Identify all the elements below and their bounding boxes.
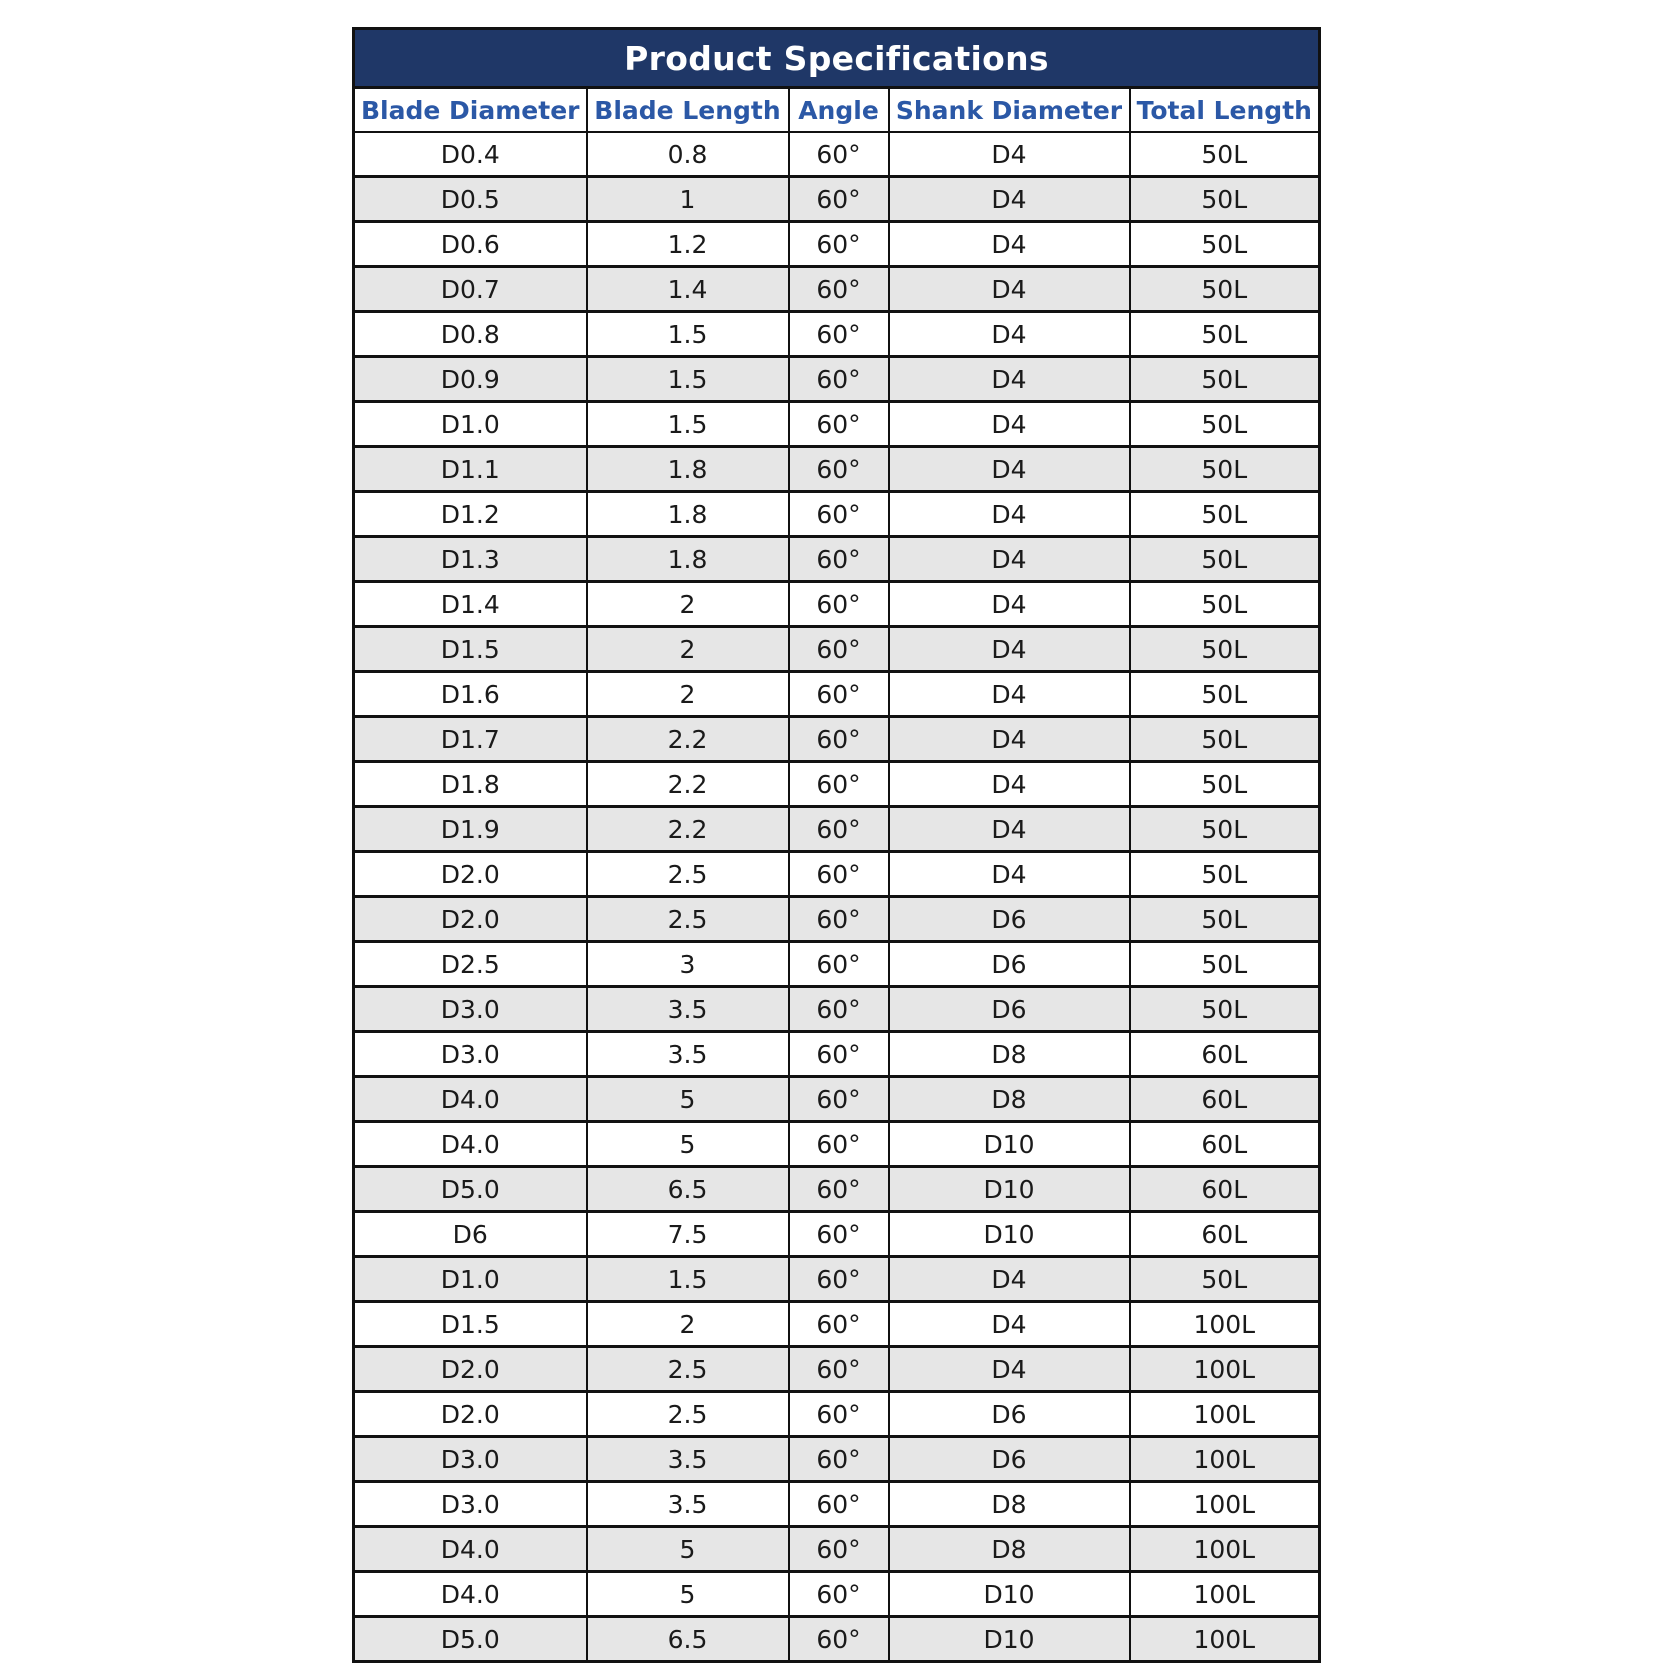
shank-diameter-cell: D4 <box>889 132 1130 177</box>
header-blade-length: Blade Length <box>587 88 789 133</box>
blade-diameter-cell: D2.0 <box>354 852 587 897</box>
blade-diameter-cell: D4.0 <box>354 1572 587 1617</box>
blade-diameter-cell: D1.8 <box>354 762 587 807</box>
spec-table-container <box>352 27 1318 1663</box>
total-length-cell: 60L <box>1130 1212 1320 1257</box>
blade-diameter-cell: D3.0 <box>354 1482 587 1527</box>
shank-diameter-cell: D6 <box>889 987 1130 1032</box>
total-length-cell: 50L <box>1130 537 1320 582</box>
blade-length-cell: 1.5 <box>587 357 789 402</box>
table-row <box>354 672 1320 717</box>
total-length-cell: 100L <box>1130 1482 1320 1527</box>
blade-diameter-cell: D5.0 <box>354 1167 587 1212</box>
angle-cell: 60° <box>789 1077 889 1122</box>
blade-length-cell: 2 <box>587 627 789 672</box>
shank-diameter-cell: D10 <box>889 1212 1130 1257</box>
table-row <box>354 987 1320 1032</box>
shank-diameter-cell: D4 <box>889 1347 1130 1392</box>
table-row <box>354 1302 1320 1347</box>
angle-cell: 60° <box>789 1032 889 1077</box>
header-total-length: Total Length <box>1130 88 1320 133</box>
shank-diameter-cell: D8 <box>889 1077 1130 1122</box>
blade-length-cell: 1.5 <box>587 402 789 447</box>
blade-diameter-cell: D1.7 <box>354 717 587 762</box>
table-row <box>354 177 1320 222</box>
angle-cell: 60° <box>789 762 889 807</box>
blade-length-cell: 2.2 <box>587 717 789 762</box>
table-row <box>354 537 1320 582</box>
blade-length-cell: 5 <box>587 1077 789 1122</box>
angle-cell: 60° <box>789 852 889 897</box>
shank-diameter-cell: D8 <box>889 1527 1130 1572</box>
blade-length-cell: 2.5 <box>587 897 789 942</box>
shank-diameter-cell: D4 <box>889 222 1130 267</box>
table-row <box>354 447 1320 492</box>
total-length-cell: 50L <box>1130 897 1320 942</box>
shank-diameter-cell: D4 <box>889 852 1130 897</box>
blade-length-cell: 3.5 <box>587 1437 789 1482</box>
blade-diameter-cell: D0.6 <box>354 222 587 267</box>
blade-length-cell: 5 <box>587 1122 789 1167</box>
table-row <box>354 357 1320 402</box>
angle-cell: 60° <box>789 717 889 762</box>
blade-diameter-cell: D1.1 <box>354 447 587 492</box>
blade-length-cell: 1.8 <box>587 447 789 492</box>
spec-table-body <box>354 132 1320 1662</box>
blade-diameter-cell: D4.0 <box>354 1077 587 1122</box>
shank-diameter-cell: D4 <box>889 357 1130 402</box>
total-length-cell: 50L <box>1130 987 1320 1032</box>
blade-diameter-cell: D1.6 <box>354 672 587 717</box>
total-length-cell: 50L <box>1130 717 1320 762</box>
shank-diameter-cell: D10 <box>889 1617 1130 1662</box>
angle-cell: 60° <box>789 312 889 357</box>
blade-length-cell: 3.5 <box>587 1482 789 1527</box>
blade-length-cell: 2.5 <box>587 1392 789 1437</box>
angle-cell: 60° <box>789 492 889 537</box>
blade-diameter-cell: D1.9 <box>354 807 587 852</box>
angle-cell: 60° <box>789 897 889 942</box>
blade-diameter-cell: D1.0 <box>354 402 587 447</box>
angle-cell: 60° <box>789 1302 889 1347</box>
total-length-cell: 50L <box>1130 492 1320 537</box>
blade-length-cell: 2.2 <box>587 807 789 852</box>
shank-diameter-cell: D4 <box>889 177 1130 222</box>
angle-cell: 60° <box>789 177 889 222</box>
table-row <box>354 222 1320 267</box>
total-length-cell: 50L <box>1130 942 1320 987</box>
blade-diameter-cell: D1.5 <box>354 627 587 672</box>
angle-cell: 60° <box>789 402 889 447</box>
blade-diameter-cell: D2.5 <box>354 942 587 987</box>
blade-length-cell: 2 <box>587 672 789 717</box>
angle-cell: 60° <box>789 942 889 987</box>
total-length-cell: 60L <box>1130 1167 1320 1212</box>
blade-length-cell: 6.5 <box>587 1617 789 1662</box>
total-length-cell: 50L <box>1130 852 1320 897</box>
angle-cell: 60° <box>789 357 889 402</box>
blade-diameter-cell: D4.0 <box>354 1122 587 1167</box>
blade-length-cell: 5 <box>587 1527 789 1572</box>
angle-cell: 60° <box>789 267 889 312</box>
total-length-cell: 50L <box>1130 402 1320 447</box>
shank-diameter-cell: D4 <box>889 492 1130 537</box>
blade-diameter-cell: D3.0 <box>354 987 587 1032</box>
blade-diameter-cell: D4.0 <box>354 1527 587 1572</box>
shank-diameter-cell: D4 <box>889 807 1130 852</box>
total-length-cell: 100L <box>1130 1527 1320 1572</box>
title-row <box>354 29 1320 88</box>
shank-diameter-cell: D4 <box>889 672 1130 717</box>
total-length-cell: 60L <box>1130 1122 1320 1167</box>
shank-diameter-cell: D4 <box>889 1257 1130 1302</box>
table-row <box>354 1122 1320 1167</box>
table-row <box>354 402 1320 447</box>
total-length-cell: 50L <box>1130 807 1320 852</box>
table-row <box>354 1032 1320 1077</box>
blade-length-cell: 1.2 <box>587 222 789 267</box>
angle-cell: 60° <box>789 987 889 1032</box>
table-row <box>354 627 1320 672</box>
total-length-cell: 60L <box>1130 1032 1320 1077</box>
blade-length-cell: 5 <box>587 1572 789 1617</box>
table-row <box>354 807 1320 852</box>
angle-cell: 60° <box>789 582 889 627</box>
blade-diameter-cell: D2.0 <box>354 1392 587 1437</box>
shank-diameter-cell: D6 <box>889 1392 1130 1437</box>
table-row <box>354 492 1320 537</box>
shank-diameter-cell: D4 <box>889 627 1130 672</box>
blade-length-cell: 3.5 <box>587 1032 789 1077</box>
table-row <box>354 1167 1320 1212</box>
angle-cell: 60° <box>789 132 889 177</box>
blade-length-cell: 1 <box>587 177 789 222</box>
table-row <box>354 1617 1320 1662</box>
shank-diameter-cell: D4 <box>889 717 1130 762</box>
table-row <box>354 897 1320 942</box>
angle-cell: 60° <box>789 1347 889 1392</box>
blade-length-cell: 2 <box>587 582 789 627</box>
blade-length-cell: 0.8 <box>587 132 789 177</box>
shank-diameter-cell: D10 <box>889 1572 1130 1617</box>
angle-cell: 60° <box>789 447 889 492</box>
blade-diameter-cell: D2.0 <box>354 897 587 942</box>
total-length-cell: 50L <box>1130 222 1320 267</box>
blade-length-cell: 3 <box>587 942 789 987</box>
blade-diameter-cell: D5.0 <box>354 1617 587 1662</box>
shank-diameter-cell: D10 <box>889 1122 1130 1167</box>
angle-cell: 60° <box>789 1212 889 1257</box>
total-length-cell: 100L <box>1130 1572 1320 1617</box>
blade-diameter-cell: D1.3 <box>354 537 587 582</box>
blade-diameter-cell: D2.0 <box>354 1347 587 1392</box>
table-row <box>354 1257 1320 1302</box>
blade-diameter-cell: D0.7 <box>354 267 587 312</box>
spec-table <box>352 27 1321 1663</box>
angle-cell: 60° <box>789 1437 889 1482</box>
blade-length-cell: 2.2 <box>587 762 789 807</box>
header-row <box>354 88 1320 133</box>
angle-cell: 60° <box>789 807 889 852</box>
angle-cell: 60° <box>789 1617 889 1662</box>
total-length-cell: 100L <box>1130 1437 1320 1482</box>
shank-diameter-cell: D6 <box>889 897 1130 942</box>
header-shank-diameter: Shank Diameter <box>889 88 1130 133</box>
table-row <box>354 1212 1320 1257</box>
shank-diameter-cell: D4 <box>889 1302 1130 1347</box>
angle-cell: 60° <box>789 537 889 582</box>
blade-diameter-cell: D1.4 <box>354 582 587 627</box>
total-length-cell: 50L <box>1130 1257 1320 1302</box>
table-row <box>354 762 1320 807</box>
blade-length-cell: 1.8 <box>587 537 789 582</box>
blade-length-cell: 1.4 <box>587 267 789 312</box>
angle-cell: 60° <box>789 1257 889 1302</box>
shank-diameter-cell: D4 <box>889 312 1130 357</box>
blade-diameter-cell: D1.5 <box>354 1302 587 1347</box>
total-length-cell: 50L <box>1130 357 1320 402</box>
total-length-cell: 50L <box>1130 177 1320 222</box>
angle-cell: 60° <box>789 1392 889 1437</box>
total-length-cell: 50L <box>1130 672 1320 717</box>
angle-cell: 60° <box>789 1527 889 1572</box>
total-length-cell: 50L <box>1130 582 1320 627</box>
table-row <box>354 132 1320 177</box>
table-row <box>354 852 1320 897</box>
angle-cell: 60° <box>789 1122 889 1167</box>
blade-diameter-cell: D0.9 <box>354 357 587 402</box>
blade-length-cell: 1.5 <box>587 312 789 357</box>
total-length-cell: 50L <box>1130 132 1320 177</box>
shank-diameter-cell: D4 <box>889 582 1130 627</box>
table-row <box>354 1077 1320 1122</box>
angle-cell: 60° <box>789 1572 889 1617</box>
blade-length-cell: 2 <box>587 1302 789 1347</box>
shank-diameter-cell: D6 <box>889 942 1130 987</box>
blade-length-cell: 6.5 <box>587 1167 789 1212</box>
blade-diameter-cell: D0.8 <box>354 312 587 357</box>
total-length-cell: 50L <box>1130 447 1320 492</box>
table-row <box>354 1437 1320 1482</box>
total-length-cell: 100L <box>1130 1302 1320 1347</box>
header-blade-diameter: Blade Diameter <box>354 88 587 133</box>
total-length-cell: 60L <box>1130 1077 1320 1122</box>
total-length-cell: 100L <box>1130 1347 1320 1392</box>
blade-length-cell: 1.5 <box>587 1257 789 1302</box>
blade-length-cell: 2.5 <box>587 1347 789 1392</box>
header-angle: Angle <box>789 88 889 133</box>
table-row <box>354 717 1320 762</box>
shank-diameter-cell: D4 <box>889 267 1130 312</box>
blade-length-cell: 7.5 <box>587 1212 789 1257</box>
total-length-cell: 100L <box>1130 1617 1320 1662</box>
table-row <box>354 312 1320 357</box>
table-title: Product Specifications <box>354 29 1320 88</box>
table-row <box>354 1347 1320 1392</box>
shank-diameter-cell: D8 <box>889 1482 1130 1527</box>
shank-diameter-cell: D6 <box>889 1437 1130 1482</box>
table-row <box>354 582 1320 627</box>
blade-diameter-cell: D1.0 <box>354 1257 587 1302</box>
blade-diameter-cell: D3.0 <box>354 1032 587 1077</box>
angle-cell: 60° <box>789 627 889 672</box>
table-row <box>354 267 1320 312</box>
shank-diameter-cell: D4 <box>889 762 1130 807</box>
blade-diameter-cell: D1.2 <box>354 492 587 537</box>
blade-diameter-cell: D0.4 <box>354 132 587 177</box>
shank-diameter-cell: D8 <box>889 1032 1130 1077</box>
blade-length-cell: 3.5 <box>587 987 789 1032</box>
total-length-cell: 50L <box>1130 267 1320 312</box>
total-length-cell: 50L <box>1130 627 1320 672</box>
angle-cell: 60° <box>789 1482 889 1527</box>
table-row <box>354 942 1320 987</box>
shank-diameter-cell: D4 <box>889 402 1130 447</box>
blade-diameter-cell: D6 <box>354 1212 587 1257</box>
table-row <box>354 1482 1320 1527</box>
total-length-cell: 50L <box>1130 762 1320 807</box>
blade-diameter-cell: D3.0 <box>354 1437 587 1482</box>
shank-diameter-cell: D4 <box>889 537 1130 582</box>
angle-cell: 60° <box>789 672 889 717</box>
shank-diameter-cell: D4 <box>889 447 1130 492</box>
angle-cell: 60° <box>789 222 889 267</box>
table-row <box>354 1572 1320 1617</box>
table-row <box>354 1527 1320 1572</box>
shank-diameter-cell: D10 <box>889 1167 1130 1212</box>
blade-length-cell: 2.5 <box>587 852 789 897</box>
total-length-cell: 50L <box>1130 312 1320 357</box>
blade-diameter-cell: D0.5 <box>354 177 587 222</box>
total-length-cell: 100L <box>1130 1392 1320 1437</box>
angle-cell: 60° <box>789 1167 889 1212</box>
table-row <box>354 1392 1320 1437</box>
blade-length-cell: 1.8 <box>587 492 789 537</box>
